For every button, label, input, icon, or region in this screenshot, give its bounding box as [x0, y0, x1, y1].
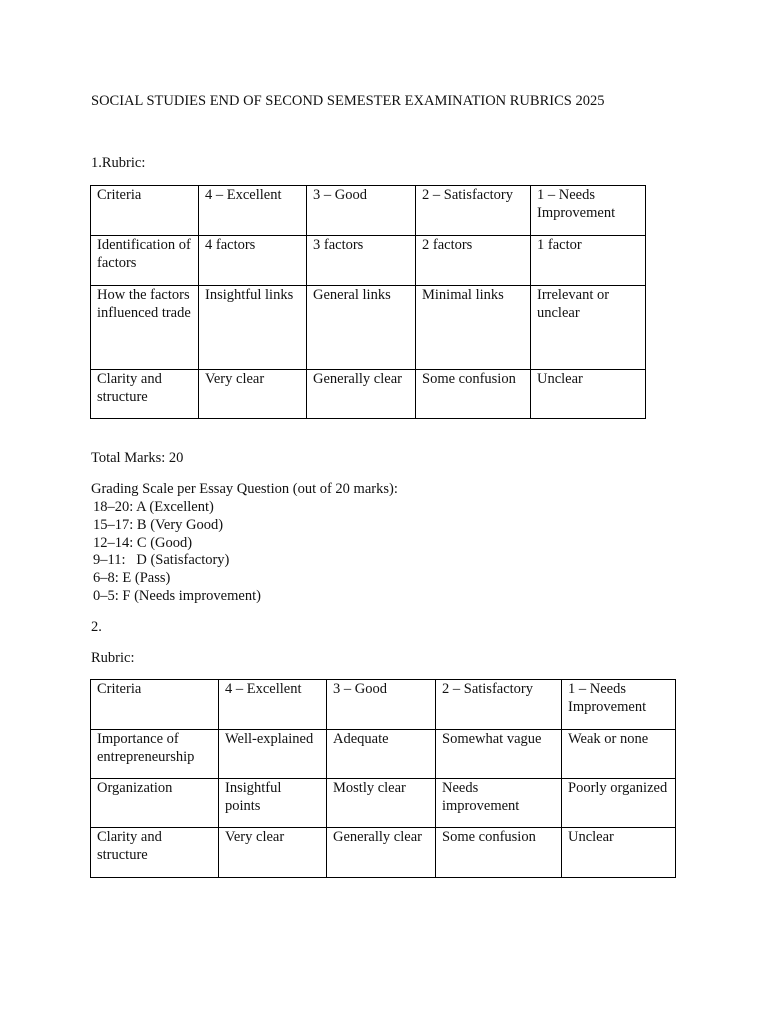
- table-row: [91, 286, 646, 370]
- table-cell: 2 factors: [416, 236, 531, 286]
- table-cell: Generally clear: [327, 828, 436, 878]
- table-header-row: [91, 680, 676, 730]
- table-cell: 3 factors: [307, 236, 416, 286]
- table-cell-criterion: Identification of factors: [91, 236, 199, 286]
- grade-item: 6–8: E (Pass): [93, 570, 171, 587]
- table-row: [91, 828, 676, 878]
- section2-heading: Rubric:: [91, 650, 135, 666]
- table-cell: Some confusion: [416, 370, 531, 419]
- document-title: SOCIAL STUDIES END OF SECOND SEMESTER EXAMINATION RUBRICS 2025: [91, 93, 605, 109]
- grade-item: 18–20: A (Excellent): [93, 499, 214, 515]
- table-cell: 1 factor: [531, 236, 646, 286]
- table-row: [91, 236, 646, 286]
- table-cell: Needs improvement: [436, 779, 562, 828]
- table-row: [91, 730, 676, 779]
- header-cell-excellent: 4 – Excellent: [219, 680, 327, 730]
- section2-number: 2.: [91, 619, 102, 635]
- section1-heading: 1.Rubric:: [91, 155, 146, 171]
- table-cell: Insightful points: [219, 779, 327, 828]
- grade-item: 0–5: F (Needs improvement): [93, 587, 261, 604]
- header-cell-good: 3 – Good: [307, 186, 416, 236]
- table-cell: Some confusion: [436, 828, 562, 878]
- header-cell-satisfactory: 2 – Satisfactory: [416, 186, 531, 236]
- table-cell-criterion: How the factors influenced trade: [91, 286, 199, 370]
- table-cell: Minimal links: [416, 286, 531, 370]
- table-cell-criterion: Clarity and structure: [91, 370, 199, 419]
- table-cell-criterion: Organization: [91, 779, 219, 828]
- table-cell: Mostly clear: [327, 779, 436, 828]
- grade-item: 15–17: B (Very Good): [93, 516, 224, 533]
- rubric-table-2: [90, 679, 676, 878]
- header-cell-criteria: Criteria: [91, 186, 199, 236]
- header-cell-excellent: 4 – Excellent: [199, 186, 307, 236]
- table-cell: Weak or none: [562, 730, 676, 779]
- table-header-row: [91, 186, 646, 236]
- header-cell-needs-improvement: 1 – Needs Improvement: [562, 680, 676, 730]
- table-row: [91, 779, 676, 828]
- table-row: [91, 370, 646, 419]
- rubric-table-1: [90, 185, 646, 419]
- header-cell-satisfactory: 2 – Satisfactory: [436, 680, 562, 730]
- table-cell: Generally clear: [307, 370, 416, 419]
- table-cell: Unclear: [531, 370, 646, 419]
- table-cell: Somewhat vague: [436, 730, 562, 779]
- table-cell: Very clear: [199, 370, 307, 419]
- table-cell: Well-explained: [219, 730, 327, 779]
- table-cell: Poorly organized: [562, 779, 676, 828]
- table-cell: 4 factors: [199, 236, 307, 286]
- grade-item: 12–14: C (Good): [93, 534, 193, 551]
- table-cell: General links: [307, 286, 416, 370]
- header-cell-criteria: Criteria: [91, 680, 219, 730]
- table-cell: Adequate: [327, 730, 436, 779]
- header-cell-good: 3 – Good: [327, 680, 436, 730]
- total-marks: Total Marks: 20: [91, 450, 184, 466]
- grading-scale-list: [93, 499, 261, 606]
- table-cell-criterion: Importance of entrepreneurship: [91, 730, 219, 779]
- table-cell: Irrelevant or unclear: [531, 286, 646, 370]
- table-cell: Very clear: [219, 828, 327, 878]
- table-cell: Insightful links: [199, 286, 307, 370]
- grade-item: 9–11: D (Satisfactory): [93, 552, 230, 569]
- table-cell: Unclear: [562, 828, 676, 878]
- grading-scale-title: Grading Scale per Essay Question (out of 20 marks):: [91, 481, 398, 497]
- table-cell-criterion: Clarity and structure: [91, 828, 219, 878]
- header-cell-needs-improvement: 1 – Needs Improvement: [531, 186, 646, 236]
